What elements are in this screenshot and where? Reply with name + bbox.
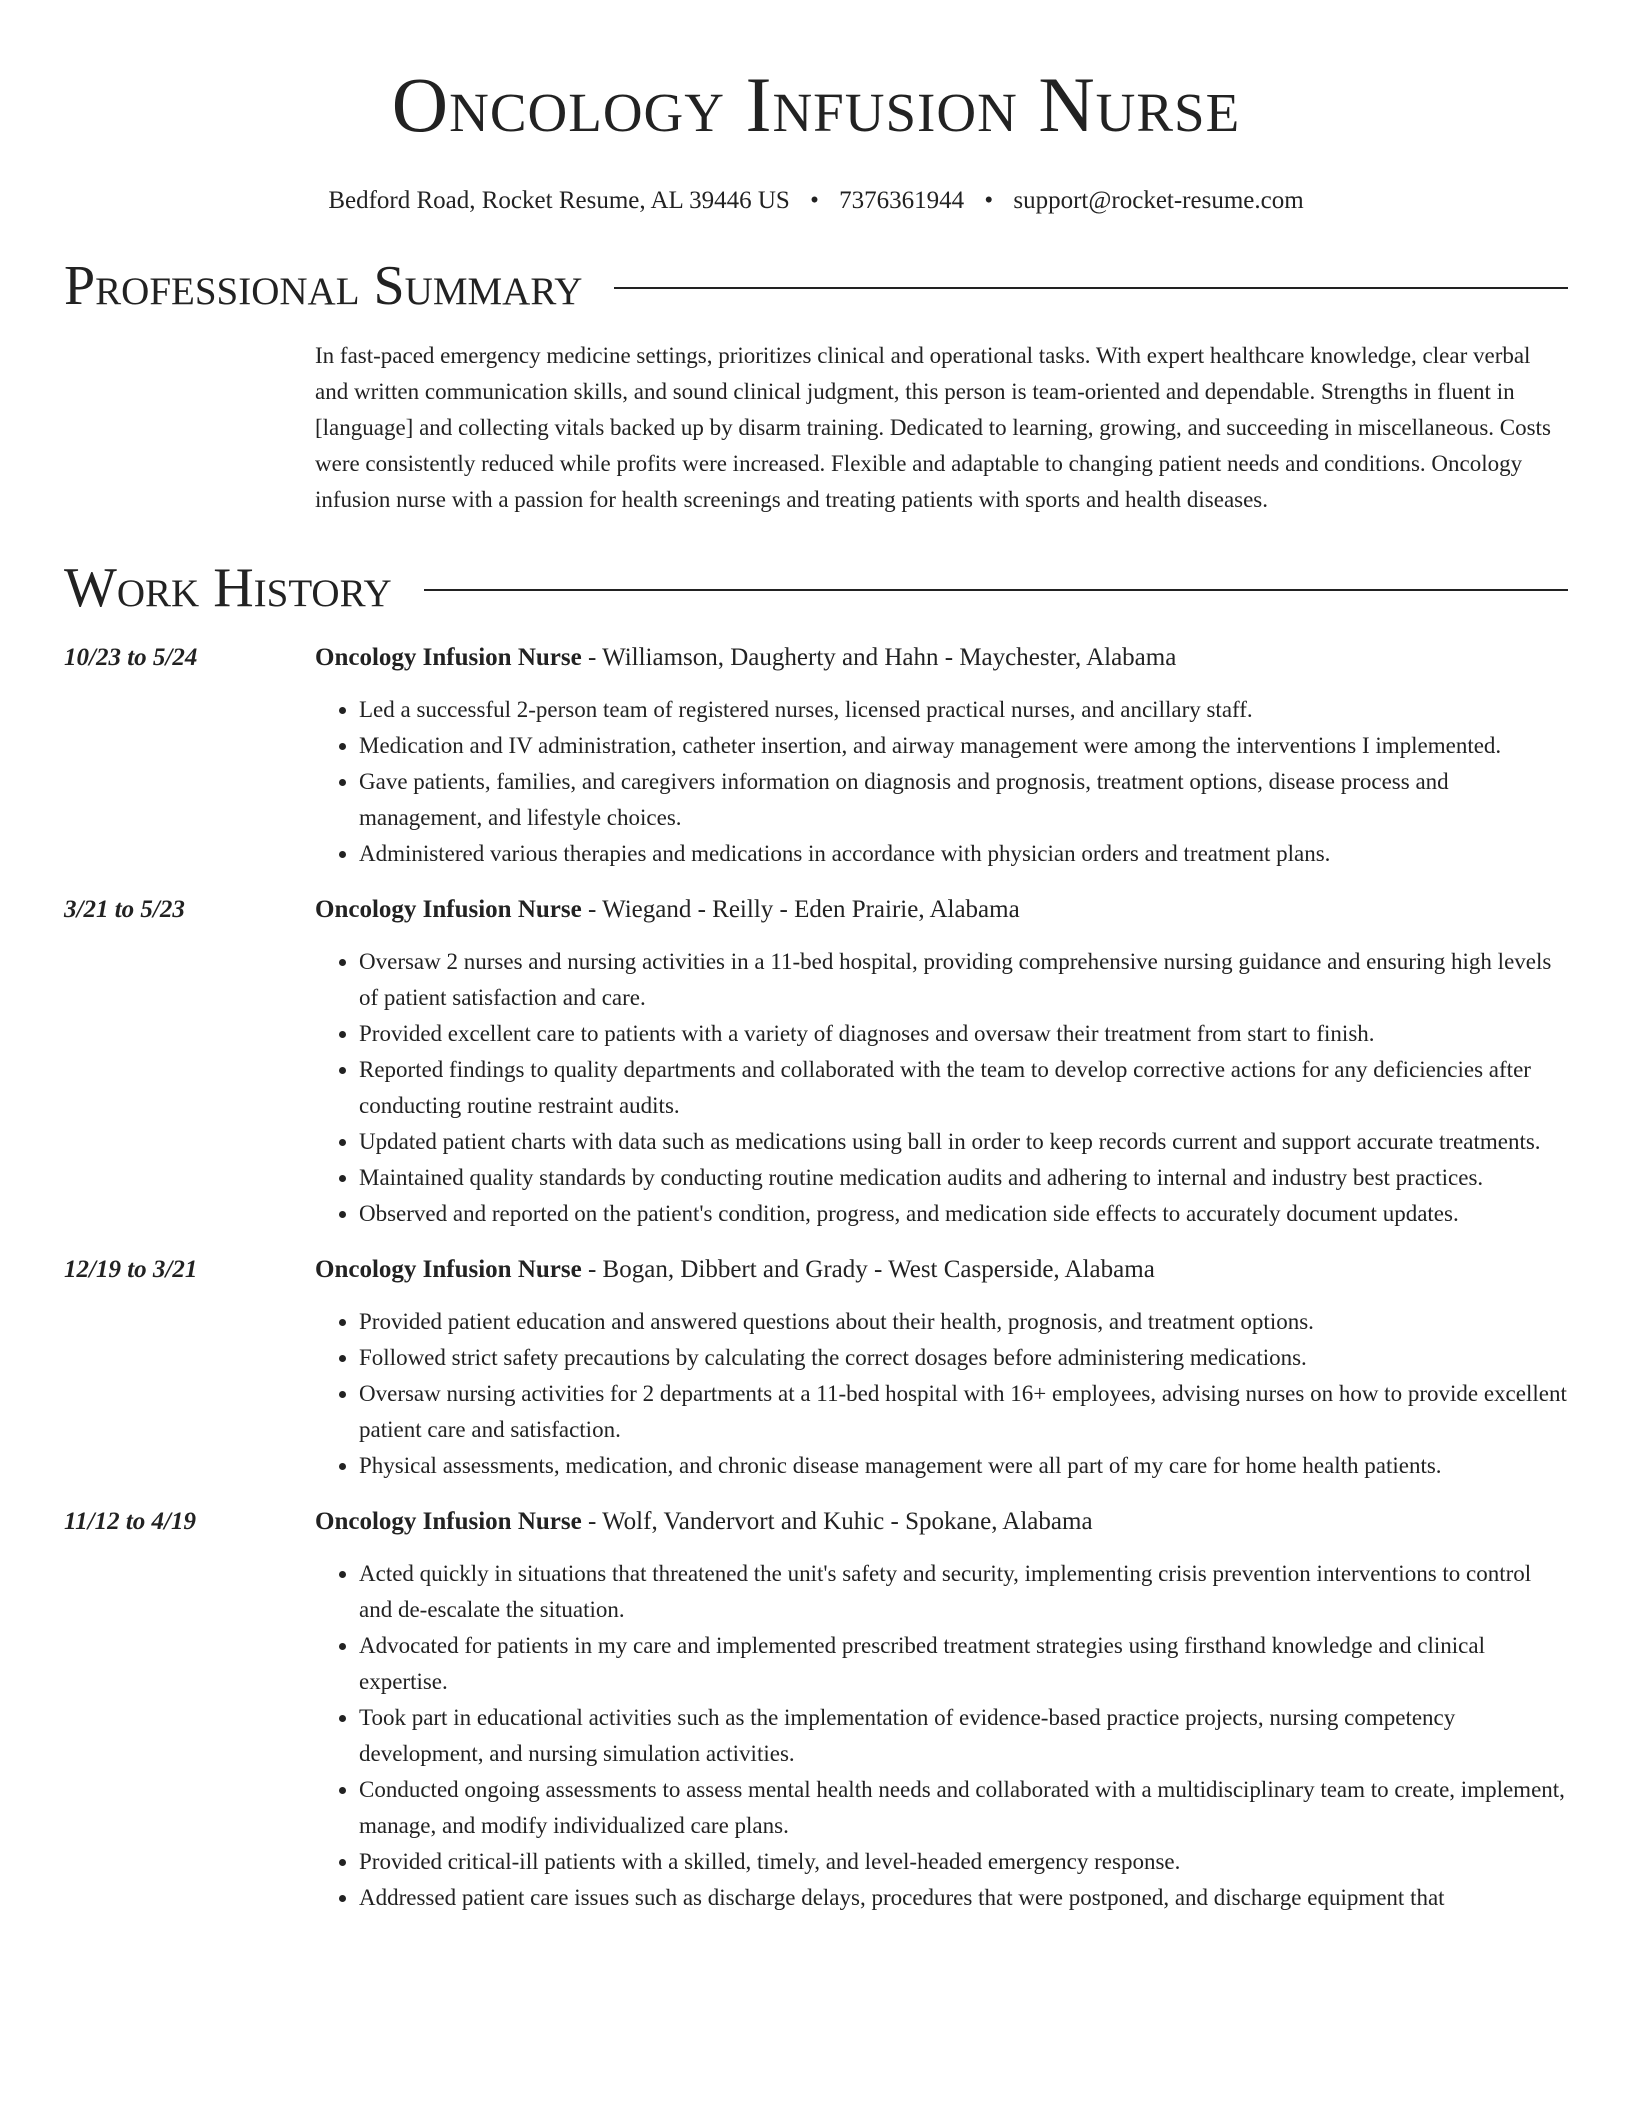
job-bullet: • Provided critical-ill patients with a skilled, timely, and level-headed emergency response.: [359, 1844, 1568, 1880]
job-body: [315, 1504, 1568, 1916]
job-employer-location: - Williamson, Daugherty and Hahn - Maychester, Alabama: [581, 644, 1177, 671]
summary-section-title: Professional Summary: [64, 255, 583, 317]
work-section-title: Work History: [64, 557, 392, 619]
resume-name: Oncology Infusion Nurse: [391, 61, 1241, 148]
job-bullet: • Oversaw nursing activities for 2 departments at a 11-bed hospital with 16+ employees, advising nurses on how to provide excellent patient care and satisfaction.: [359, 1376, 1568, 1448]
job-employer-location: - Wiegand - Reilly - Eden Prairie, Alabama: [581, 896, 1020, 923]
job-body: [315, 1252, 1568, 1484]
job-bullet: • Took part in educational activities such as the implementation of evidence-based practice projects, nursing competency development, and nursing simulation activities.: [359, 1700, 1568, 1772]
job-dates: 11/12 to 4/19: [64, 1508, 196, 1535]
work-history-list: [64, 640, 1568, 1916]
job-heading: [315, 892, 1568, 928]
job-bullet: • Acted quickly in situations that threatened the unit's safety and security, implementing crisis prevention interventions to control and de-escalate the situation.: [359, 1556, 1568, 1628]
job-heading: [315, 1504, 1568, 1540]
job-entry: [64, 640, 1568, 872]
job-dates: 10/23 to 5/24: [64, 644, 198, 671]
job-role: Oncology Infusion Nurse: [315, 1508, 582, 1535]
contact-phone: 7376361944: [839, 187, 965, 214]
job-bullet: • Provided excellent care to patients with a variety of diagnoses and oversaw their treatment from start to finish.: [359, 1016, 1568, 1052]
job-entry: [64, 1252, 1568, 1484]
job-bullet: • Provided patient education and answered questions about their health, prognosis, and treatment options.: [359, 1304, 1568, 1340]
job-body: [315, 640, 1568, 872]
job-bullet: • Administered various therapies and medications in accordance with physician orders and treatment plans.: [359, 836, 1568, 872]
section-divider: [424, 589, 1568, 591]
summary-text: In fast-paced emergency medicine settings, prioritizes clinical and operational tasks. With expert healthcare knowledge, clear verbal and written communication skills, and sound clinical judgment, this person is team-oriented and dependable. Strengths in fluent in [language] and collecting vitals backed up by disarm training. Dedicated to learning, growing, and succeeding in miscellaneous. Costs were consistently reduced while profits were increased. Flexible and adaptable to changing patient needs and conditions. Oncology infusion nurse with a passion for health screenings and treating patients with sports and health diseases.: [315, 343, 1551, 512]
work-section-header: [64, 556, 1568, 620]
job-bullet: • Advocated for patients in my care and implemented prescribed treatment strategies using firsthand knowledge and clinical expertise.: [359, 1628, 1568, 1700]
job-bullet: • Maintained quality standards by conducting routine medication audits and adhering to internal and industry best practices.: [359, 1160, 1568, 1196]
job-entry: [64, 1504, 1568, 1916]
job-bullet: • Addressed patient care issues such as discharge delays, procedures that were postponed, and discharge equipment that: [359, 1880, 1568, 1916]
job-dates: 3/21 to 5/23: [64, 896, 185, 923]
contact-separator: •: [984, 187, 994, 214]
job-entry: [64, 892, 1568, 1232]
summary-section-header: [64, 254, 1568, 318]
job-heading: [315, 640, 1568, 676]
job-employer-location: - Bogan, Dibbert and Grady - West Casperside, Alabama: [581, 1256, 1155, 1283]
contact-separator: •: [810, 187, 819, 214]
job-bullet-list: [315, 944, 1568, 1232]
job-bullet: • Led a successful 2-person team of registered nurses, licensed practical nurses, and ancillary staff.: [359, 692, 1568, 728]
job-dates: 12/19 to 3/21: [64, 1256, 198, 1283]
section-divider: [614, 287, 1568, 289]
job-heading: [315, 1252, 1568, 1288]
job-bullet-list: [315, 1556, 1568, 1916]
job-role: Oncology Infusion Nurse: [315, 1256, 582, 1283]
job-role: Oncology Infusion Nurse: [315, 644, 582, 671]
contact-address: Bedford Road, Rocket Resume, AL 39446 US: [328, 187, 790, 214]
job-bullet: • Followed strict safety precautions by calculating the correct dosages before administering medications.: [359, 1340, 1568, 1376]
job-bullet: • Reported findings to quality departments and collaborated with the team to develop corrective actions for any deficiencies after conducting routine restraint audits.: [359, 1052, 1568, 1124]
job-bullet: • Conducted ongoing assessments to assess mental health needs and collaborated with a multidisciplinary team to create, implement, manage, and modify individualized care plans.: [359, 1772, 1568, 1844]
job-body: [315, 892, 1568, 1232]
job-bullet: • Updated patient charts with data such as medications using ball in order to keep records current and support accurate treatments.: [359, 1124, 1568, 1160]
job-bullet: • Observed and reported on the patient's condition, progress, and medication side effects to accurately document updates.: [359, 1196, 1568, 1232]
job-role: Oncology Infusion Nurse: [315, 896, 582, 923]
job-bullet-list: [315, 692, 1568, 872]
job-bullet: • Oversaw 2 nurses and nursing activities in a 11-bed hospital, providing comprehensive nursing guidance and ensuring high levels of patient satisfaction and care.: [359, 944, 1568, 1016]
job-bullet: • Physical assessments, medication, and chronic disease management were all part of my care for home health patients.: [359, 1448, 1568, 1484]
job-bullet: • Medication and IV administration, catheter insertion, and airway management were among the interventions I implemented.: [359, 728, 1568, 764]
job-bullet: • Gave patients, families, and caregivers information on diagnosis and prognosis, treatment options, disease process and management, and lifestyle choices.: [359, 764, 1568, 836]
job-bullet-list: [315, 1304, 1568, 1484]
contact-email: support@rocket-resume.com: [1013, 187, 1304, 214]
contact-line: [64, 186, 1568, 216]
job-employer-location: - Wolf, Vandervort and Kuhic - Spokane, Alabama: [581, 1508, 1093, 1535]
